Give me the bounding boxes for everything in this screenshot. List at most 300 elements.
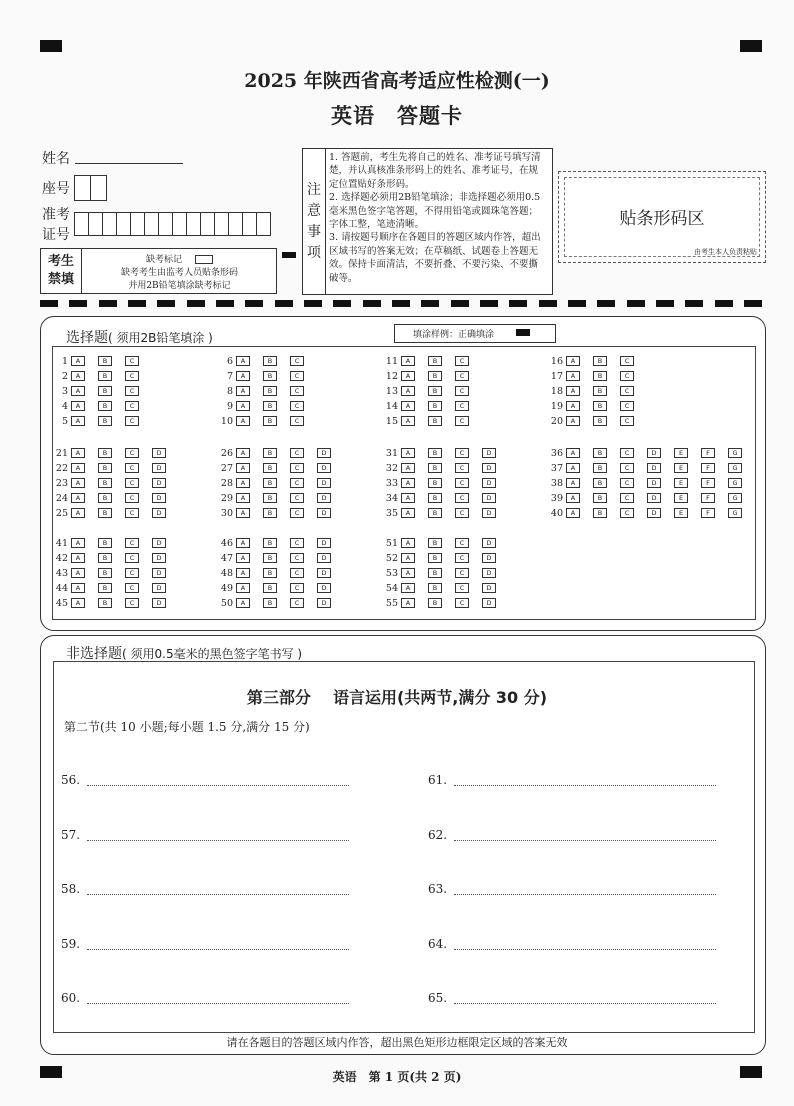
- answer-bubble-a[interactable]: A: [236, 416, 250, 426]
- answer-bubble-d[interactable]: D: [482, 583, 496, 593]
- answer-blank[interactable]: [87, 785, 349, 786]
- answer-bubble-b[interactable]: B: [593, 371, 607, 381]
- answer-bubble-d[interactable]: D: [647, 463, 661, 473]
- question-number: 24: [55, 492, 68, 504]
- answer-bubble-c[interactable]: C: [125, 508, 139, 518]
- answer-bubble-c[interactable]: C: [620, 478, 634, 488]
- answer-bubble-a[interactable]: A: [401, 508, 415, 518]
- answer-bubble-b[interactable]: B: [98, 356, 112, 366]
- answer-bubble-a[interactable]: A: [566, 493, 580, 503]
- answer-bubble-c[interactable]: C: [125, 416, 139, 426]
- exam-id-cell[interactable]: [256, 212, 271, 236]
- answer-bubble-b[interactable]: B: [263, 583, 277, 593]
- answer-bubble-a[interactable]: A: [566, 401, 580, 411]
- answer-bubble-a[interactable]: A: [71, 448, 85, 458]
- answer-bubble-f[interactable]: F: [701, 478, 715, 488]
- absent-mark-label: 缺考标记: [146, 255, 183, 265]
- answer-line[interactable]: [61, 991, 80, 1005]
- answer-bubble-a[interactable]: A: [566, 356, 580, 366]
- answer-bubble-c[interactable]: C: [290, 401, 304, 411]
- answer-bubble-b[interactable]: B: [428, 598, 442, 608]
- answer-bubble-c[interactable]: C: [290, 371, 304, 381]
- answer-bubble-b[interactable]: B: [98, 401, 112, 411]
- answer-bubble-a[interactable]: A: [236, 568, 250, 578]
- answer-bubble-a[interactable]: A: [236, 356, 250, 366]
- question-row: [42, 597, 179, 609]
- answer-bubble-b[interactable]: B: [263, 356, 277, 366]
- answer-line[interactable]: [428, 937, 447, 951]
- answer-bubble-a[interactable]: A: [71, 583, 85, 593]
- answer-bubble-d[interactable]: D: [647, 493, 661, 503]
- answer-bubble-c[interactable]: C: [290, 463, 304, 473]
- exam-id-cell[interactable]: [158, 212, 173, 236]
- answer-bubble-c[interactable]: C: [125, 568, 139, 578]
- answer-bubble-c[interactable]: C: [290, 508, 304, 518]
- answer-bubble-d[interactable]: D: [482, 493, 496, 503]
- answer-bubble-d[interactable]: D: [317, 493, 331, 503]
- question-row: [537, 507, 755, 519]
- seat-number-boxes[interactable]: [74, 175, 106, 201]
- answer-bubble-d[interactable]: D: [152, 478, 166, 488]
- answer-bubble-b[interactable]: B: [428, 568, 442, 578]
- answer-bubble-b[interactable]: B: [428, 583, 442, 593]
- answer-bubble-b[interactable]: B: [263, 478, 277, 488]
- answer-bubble-c[interactable]: C: [125, 478, 139, 488]
- question-row: [42, 567, 179, 579]
- answer-bubble-c[interactable]: C: [125, 356, 139, 366]
- answer-bubble-g[interactable]: G: [728, 448, 742, 458]
- answer-bubble-f[interactable]: F: [701, 448, 715, 458]
- answer-bubble-a[interactable]: A: [236, 371, 250, 381]
- separator-dash: [187, 300, 205, 307]
- answer-bubble-a[interactable]: A: [71, 386, 85, 396]
- answer-bubble-a[interactable]: A: [566, 448, 580, 458]
- answer-bubble-d[interactable]: D: [482, 508, 496, 518]
- answer-bubble-g[interactable]: G: [728, 478, 742, 488]
- answer-bubble-c[interactable]: C: [125, 371, 139, 381]
- answer-bubble-c[interactable]: C: [290, 416, 304, 426]
- answer-bubble-g[interactable]: G: [728, 493, 742, 503]
- answer-blank[interactable]: [87, 949, 349, 950]
- answer-bubble-c[interactable]: C: [620, 401, 634, 411]
- answer-bubble-c[interactable]: C: [620, 356, 634, 366]
- question-row: [207, 597, 344, 609]
- answer-bubble-d[interactable]: D: [647, 448, 661, 458]
- answer-bubble-a[interactable]: A: [566, 371, 580, 381]
- answer-bubble-d[interactable]: D: [152, 463, 166, 473]
- answer-bubble-b[interactable]: B: [98, 538, 112, 548]
- answer-bubble-b[interactable]: B: [428, 448, 442, 458]
- answer-bubble-d[interactable]: D: [152, 568, 166, 578]
- question-number: 3: [61, 385, 68, 397]
- question-number: 13: [385, 385, 398, 397]
- answer-bubble-a[interactable]: A: [71, 568, 85, 578]
- answer-bubble-c[interactable]: C: [125, 448, 139, 458]
- answer-bubble-a[interactable]: A: [401, 568, 415, 578]
- answer-bubble-a[interactable]: A: [71, 538, 85, 548]
- question-number: 35: [385, 507, 398, 519]
- answer-bubble-c[interactable]: C: [455, 401, 469, 411]
- question-number: 38: [550, 477, 563, 489]
- answer-bubble-a[interactable]: A: [566, 386, 580, 396]
- answer-bubble-c[interactable]: C: [455, 478, 469, 488]
- answer-bubble-a[interactable]: A: [401, 583, 415, 593]
- answer-line[interactable]: [428, 991, 447, 1005]
- answer-blank[interactable]: [454, 949, 716, 950]
- answer-bubble-c[interactable]: C: [290, 553, 304, 563]
- answer-bubble-b[interactable]: B: [263, 598, 277, 608]
- answer-bubble-d[interactable]: D: [482, 568, 496, 578]
- answer-bubble-b[interactable]: B: [263, 401, 277, 411]
- answer-bubble-e[interactable]: E: [674, 478, 688, 488]
- answer-line[interactable]: [61, 828, 80, 842]
- answer-bubble-a[interactable]: A: [71, 493, 85, 503]
- answer-bubble-b[interactable]: B: [263, 463, 277, 473]
- answer-bubble-b[interactable]: B: [593, 448, 607, 458]
- answer-bubble-b[interactable]: B: [428, 371, 442, 381]
- answer-bubble-d[interactable]: D: [152, 508, 166, 518]
- answer-bubble-c[interactable]: C: [125, 553, 139, 563]
- answer-bubble-b[interactable]: B: [263, 508, 277, 518]
- answer-bubble-a[interactable]: A: [236, 553, 250, 563]
- choice-title: 选择题: [66, 330, 108, 346]
- answer-bubble-f[interactable]: F: [701, 508, 715, 518]
- answer-bubble-b[interactable]: B: [98, 448, 112, 458]
- answer-bubble-a[interactable]: A: [71, 401, 85, 411]
- answer-bubble-b[interactable]: B: [593, 356, 607, 366]
- question-row: [207, 537, 344, 549]
- answer-bubble-c[interactable]: C: [125, 598, 139, 608]
- answer-bubble-a[interactable]: A: [236, 463, 250, 473]
- answer-bubble-b[interactable]: B: [263, 568, 277, 578]
- answer-bubble-d[interactable]: D: [317, 448, 331, 458]
- answer-bubble-a[interactable]: A: [236, 386, 250, 396]
- answer-bubble-b[interactable]: B: [593, 508, 607, 518]
- answer-bubble-c[interactable]: C: [620, 463, 634, 473]
- answer-bubble-d[interactable]: D: [482, 538, 496, 548]
- exam-id-boxes[interactable]: [74, 212, 270, 236]
- answer-bubble-d[interactable]: D: [317, 478, 331, 488]
- answer-bubble-a[interactable]: A: [401, 356, 415, 366]
- answer-blank[interactable]: [454, 1003, 716, 1004]
- answer-bubble-c[interactable]: C: [455, 598, 469, 608]
- answer-bubble-d[interactable]: D: [317, 508, 331, 518]
- answer-bubble-b[interactable]: B: [593, 493, 607, 503]
- answer-bubble-a[interactable]: A: [236, 448, 250, 458]
- answer-bubble-c[interactable]: C: [455, 371, 469, 381]
- answer-bubble-b[interactable]: B: [98, 478, 112, 488]
- question-number: 51: [385, 537, 398, 549]
- answer-bubble-d[interactable]: D: [152, 583, 166, 593]
- answer-bubble-a[interactable]: A: [236, 401, 250, 411]
- notice-side-char: 事: [307, 223, 321, 240]
- answer-bubble-b[interactable]: B: [98, 598, 112, 608]
- exam-id-cell[interactable]: [200, 212, 215, 236]
- separator-dash: [421, 300, 439, 307]
- answer-bubble-d[interactable]: D: [317, 568, 331, 578]
- answer-bubble-a[interactable]: A: [236, 598, 250, 608]
- answer-bubble-a[interactable]: A: [401, 538, 415, 548]
- answer-bubble-c[interactable]: C: [455, 538, 469, 548]
- question-row: [42, 582, 179, 594]
- exam-id-cell[interactable]: [74, 212, 89, 236]
- answer-bubble-b[interactable]: B: [593, 416, 607, 426]
- answer-bubble-b[interactable]: B: [428, 493, 442, 503]
- answer-bubble-a[interactable]: A: [401, 493, 415, 503]
- answer-bubble-c[interactable]: C: [455, 493, 469, 503]
- answer-bubble-c[interactable]: C: [125, 386, 139, 396]
- answer-bubble-a[interactable]: A: [71, 478, 85, 488]
- question-row: [372, 477, 509, 489]
- answer-bubble-c[interactable]: C: [455, 568, 469, 578]
- name-field[interactable]: [75, 163, 183, 164]
- answer-bubble-c[interactable]: C: [620, 508, 634, 518]
- answer-line[interactable]: [61, 773, 80, 787]
- answer-bubble-c[interactable]: C: [455, 508, 469, 518]
- answer-bubble-e[interactable]: E: [674, 493, 688, 503]
- answer-bubble-b[interactable]: B: [593, 478, 607, 488]
- answer-bubble-d[interactable]: D: [317, 583, 331, 593]
- answer-bubble-a[interactable]: A: [566, 478, 580, 488]
- question-number: 45: [55, 597, 68, 609]
- answer-bubble-d[interactable]: D: [647, 508, 661, 518]
- answer-bubble-d[interactable]: D: [317, 553, 331, 563]
- answer-line[interactable]: [61, 882, 80, 896]
- exam-id-cell[interactable]: [102, 212, 117, 236]
- answer-bubble-d[interactable]: D: [482, 598, 496, 608]
- barcode-label: 贴条形码区: [619, 209, 705, 229]
- answer-bubble-c[interactable]: C: [455, 583, 469, 593]
- answer-bubble-a[interactable]: A: [71, 553, 85, 563]
- answer-bubble-b[interactable]: B: [98, 493, 112, 503]
- answer-blank[interactable]: [87, 840, 349, 841]
- answer-bubble-a[interactable]: A: [236, 478, 250, 488]
- seat-cell[interactable]: [74, 175, 91, 201]
- answer-bubble-c[interactable]: C: [620, 416, 634, 426]
- question-number: 16: [550, 355, 563, 367]
- answer-bubble-c[interactable]: C: [620, 448, 634, 458]
- answer-bubble-a[interactable]: A: [401, 416, 415, 426]
- answer-line[interactable]: [428, 828, 447, 842]
- answer-bubble-d[interactable]: D: [152, 553, 166, 563]
- answer-bubble-b[interactable]: B: [428, 401, 442, 411]
- answer-bubble-b[interactable]: B: [428, 386, 442, 396]
- answer-bubble-g[interactable]: G: [728, 508, 742, 518]
- answer-bubble-d[interactable]: D: [482, 553, 496, 563]
- answer-bubble-a[interactable]: A: [71, 356, 85, 366]
- answer-bubble-a[interactable]: A: [401, 463, 415, 473]
- answer-bubble-c[interactable]: C: [455, 416, 469, 426]
- answer-bubble-b[interactable]: B: [428, 478, 442, 488]
- answer-blank[interactable]: [454, 840, 716, 841]
- answer-bubble-b[interactable]: B: [263, 493, 277, 503]
- answer-blank[interactable]: [87, 894, 349, 895]
- answer-bubble-d[interactable]: D: [317, 598, 331, 608]
- answer-bubble-c[interactable]: C: [125, 583, 139, 593]
- question-row: [537, 370, 647, 382]
- answer-bubble-b[interactable]: B: [263, 448, 277, 458]
- answer-bubble-c[interactable]: C: [290, 448, 304, 458]
- answer-bubble-c[interactable]: C: [620, 386, 634, 396]
- answer-bubble-b[interactable]: B: [428, 553, 442, 563]
- answer-bubble-a[interactable]: A: [71, 416, 85, 426]
- answer-bubble-b[interactable]: B: [593, 463, 607, 473]
- exam-id-cell[interactable]: [172, 212, 187, 236]
- answer-bubble-c[interactable]: C: [125, 401, 139, 411]
- answer-bubble-a[interactable]: A: [71, 598, 85, 608]
- separator-dash: [744, 300, 762, 307]
- answer-bubble-e[interactable]: E: [674, 463, 688, 473]
- answer-bubble-b[interactable]: B: [263, 553, 277, 563]
- answer-bubble-e[interactable]: E: [674, 508, 688, 518]
- answer-bubble-b[interactable]: B: [98, 583, 112, 593]
- absent-mark-checkbox[interactable]: [195, 255, 213, 264]
- answer-bubble-c[interactable]: C: [125, 493, 139, 503]
- exam-id-cell[interactable]: [228, 212, 243, 236]
- answer-bubble-c[interactable]: C: [620, 371, 634, 381]
- corner-mark-top-right: [740, 40, 762, 52]
- question-number: 50: [220, 597, 233, 609]
- answer-bubble-a[interactable]: A: [566, 508, 580, 518]
- answer-bubble-c[interactable]: C: [290, 478, 304, 488]
- separator-dash: [333, 300, 351, 307]
- answer-bubble-c[interactable]: C: [455, 553, 469, 563]
- answer-bubble-a[interactable]: A: [566, 416, 580, 426]
- answer-bubble-b[interactable]: B: [428, 356, 442, 366]
- separator-dash: [568, 300, 586, 307]
- answer-blank[interactable]: [87, 1003, 349, 1004]
- answer-bubble-d[interactable]: D: [317, 463, 331, 473]
- answer-bubble-b[interactable]: B: [98, 463, 112, 473]
- question-row: [207, 462, 344, 474]
- seat-cell[interactable]: [90, 175, 107, 201]
- answer-bubble-b[interactable]: B: [98, 568, 112, 578]
- answer-bubble-a[interactable]: A: [236, 583, 250, 593]
- answer-bubble-c[interactable]: C: [290, 493, 304, 503]
- answer-bubble-d[interactable]: D: [482, 448, 496, 458]
- answer-bubble-b[interactable]: B: [428, 508, 442, 518]
- answer-bubble-b[interactable]: B: [593, 401, 607, 411]
- answer-bubble-c[interactable]: C: [455, 463, 469, 473]
- answer-bubble-a[interactable]: A: [401, 448, 415, 458]
- answer-bubble-b[interactable]: B: [98, 416, 112, 426]
- answer-bubble-c[interactable]: C: [125, 463, 139, 473]
- answer-bubble-d[interactable]: D: [152, 448, 166, 458]
- answer-bubble-b[interactable]: B: [263, 371, 277, 381]
- answer-bubble-e[interactable]: E: [674, 448, 688, 458]
- answer-bubble-d[interactable]: D: [482, 463, 496, 473]
- answer-bubble-b[interactable]: B: [428, 416, 442, 426]
- answer-bubble-b[interactable]: B: [428, 538, 442, 548]
- answer-bubble-a[interactable]: A: [71, 463, 85, 473]
- exam-id-cell[interactable]: [130, 212, 145, 236]
- separator-dash: [480, 300, 498, 307]
- separator-dash: [363, 300, 381, 307]
- answer-bubble-d[interactable]: D: [152, 493, 166, 503]
- question-row: [537, 462, 755, 474]
- separator-dash: [685, 300, 703, 307]
- exam-id-cell[interactable]: [116, 212, 131, 236]
- exam-id-cell[interactable]: [88, 212, 103, 236]
- answer-bubble-c[interactable]: C: [290, 356, 304, 366]
- answer-bubble-c[interactable]: C: [290, 538, 304, 548]
- answer-bubble-b[interactable]: B: [593, 386, 607, 396]
- exam-id-cell[interactable]: [214, 212, 229, 236]
- notice-box: [302, 148, 553, 295]
- absent-side-line1: 考生: [47, 254, 74, 269]
- answer-bubble-a[interactable]: A: [401, 401, 415, 411]
- answer-bubble-c[interactable]: C: [290, 583, 304, 593]
- answer-bubble-d[interactable]: D: [317, 538, 331, 548]
- answer-bubble-a[interactable]: A: [236, 493, 250, 503]
- answer-bubble-d[interactable]: D: [152, 538, 166, 548]
- answer-bubble-b[interactable]: B: [98, 508, 112, 518]
- answer-bubble-f[interactable]: F: [701, 493, 715, 503]
- answer-bubble-a[interactable]: A: [236, 508, 250, 518]
- answer-line[interactable]: [428, 773, 447, 787]
- question-number: 8: [226, 385, 233, 397]
- answer-bubble-c[interactable]: C: [290, 598, 304, 608]
- answer-bubble-c[interactable]: C: [290, 568, 304, 578]
- answer-bubble-a[interactable]: A: [401, 371, 415, 381]
- answer-blank[interactable]: [454, 785, 716, 786]
- exam-id-cell[interactable]: [186, 212, 201, 236]
- answer-bubble-a[interactable]: A: [71, 508, 85, 518]
- answer-bubble-a[interactable]: A: [401, 598, 415, 608]
- answer-bubble-a[interactable]: A: [236, 538, 250, 548]
- answer-bubble-b[interactable]: B: [98, 553, 112, 563]
- answer-bubble-d[interactable]: D: [482, 478, 496, 488]
- answer-bubble-d[interactable]: D: [647, 478, 661, 488]
- answer-line[interactable]: [61, 937, 80, 951]
- question-number: 20: [550, 415, 563, 427]
- notice-side-label: [303, 149, 326, 294]
- answer-bubble-g[interactable]: G: [728, 463, 742, 473]
- section-two-heading: 第二节(共 10 小题;每小题 1.5 分,满分 15 分): [64, 720, 310, 734]
- question-row: [372, 552, 509, 564]
- absent-instruction-2: 并用2B铅笔填涂缺考标记: [128, 281, 231, 291]
- answer-bubble-b[interactable]: B: [98, 386, 112, 396]
- answer-bubble-c[interactable]: C: [455, 356, 469, 366]
- answer-number: 59.: [61, 937, 81, 951]
- answer-bubble-a[interactable]: A: [566, 463, 580, 473]
- answer-bubble-c[interactable]: C: [455, 448, 469, 458]
- answer-blank[interactable]: [454, 894, 716, 895]
- answer-bubble-b[interactable]: B: [263, 538, 277, 548]
- answer-bubble-c[interactable]: C: [455, 386, 469, 396]
- answer-bubble-b[interactable]: B: [263, 386, 277, 396]
- answer-bubble-b[interactable]: B: [263, 416, 277, 426]
- answer-line[interactable]: [428, 882, 447, 896]
- answer-bubble-b[interactable]: B: [428, 463, 442, 473]
- question-row: [207, 492, 344, 504]
- answer-bubble-a[interactable]: A: [401, 478, 415, 488]
- answer-bubble-f[interactable]: F: [701, 463, 715, 473]
- answer-bubble-b[interactable]: B: [98, 371, 112, 381]
- separator-dashes: [40, 300, 762, 308]
- exam-id-cell[interactable]: [144, 212, 159, 236]
- answer-bubble-c[interactable]: C: [125, 538, 139, 548]
- answer-bubble-c[interactable]: C: [290, 386, 304, 396]
- answer-bubble-c[interactable]: C: [620, 493, 634, 503]
- answer-bubble-a[interactable]: A: [401, 386, 415, 396]
- question-number: 47: [220, 552, 233, 564]
- id-label-line2: 证号: [42, 227, 70, 243]
- answer-bubble-d[interactable]: D: [152, 598, 166, 608]
- exam-id-cell[interactable]: [242, 212, 257, 236]
- answer-bubble-a[interactable]: A: [71, 371, 85, 381]
- answer-bubble-a[interactable]: A: [401, 553, 415, 563]
